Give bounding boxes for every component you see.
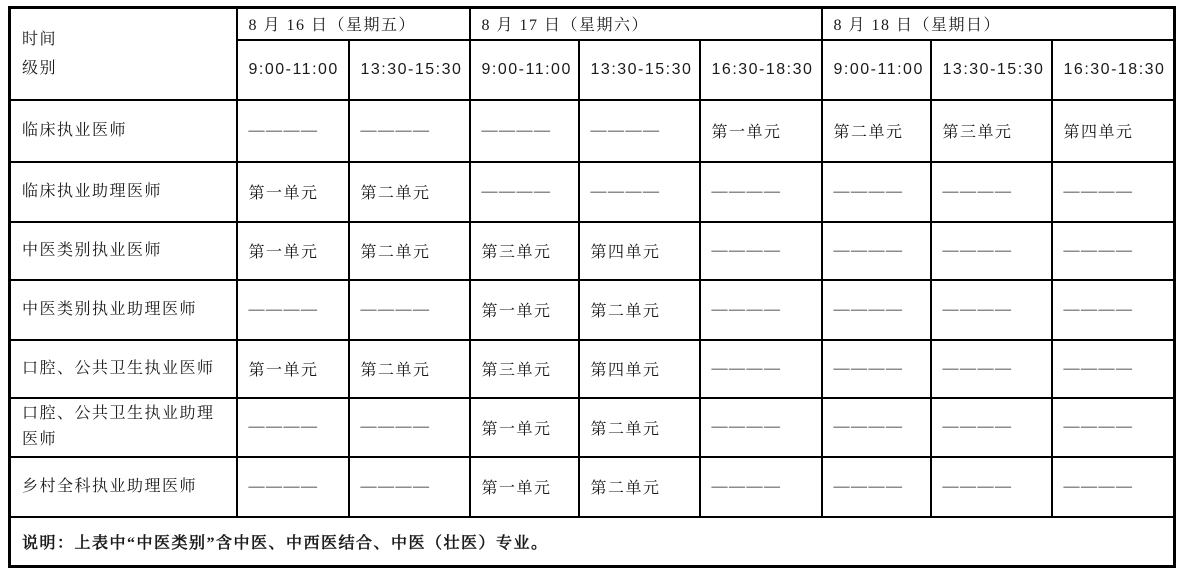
schedule-cell: ———— [822,280,931,340]
schedule-cell: 第三单元 [470,340,579,398]
schedule-cell: ———— [470,162,579,222]
schedule-cell: ———— [579,100,700,162]
time-header-7: 16:30-18:30 [1052,40,1175,100]
row-label-dental-public-health-physician: 口腔、公共卫生执业医师 [10,340,237,398]
schedule-cell: ———— [822,340,931,398]
schedule-cell: ———— [822,457,931,517]
schedule-cell: 第四单元 [579,222,700,280]
schedule-cell: ———— [700,222,822,280]
schedule-cell: ———— [237,100,349,162]
schedule-cell: ———— [931,162,1052,222]
schedule-cell: 第三单元 [470,222,579,280]
row-label-tcm-assistant: 中医类别执业助理医师 [10,280,237,340]
schedule-cell: ———— [1052,340,1175,398]
schedule-cell: 第二单元 [579,280,700,340]
schedule-cell: ———— [700,280,822,340]
schedule-cell: ———— [349,398,470,457]
table-row [10,100,1175,162]
schedule-cell: 第一单元 [470,457,579,517]
schedule-cell: ———— [931,340,1052,398]
table-row [10,340,1175,398]
schedule-cell: ———— [579,162,700,222]
time-header-2: 9:00-11:00 [470,40,579,100]
schedule-cell: 第一单元 [237,222,349,280]
time-header-3: 13:30-15:30 [579,40,700,100]
schedule-cell: ———— [931,280,1052,340]
row-label-tcm-physician: 中医类别执业医师 [10,222,237,280]
schedule-cell: 第四单元 [1052,100,1175,162]
table-row [10,280,1175,340]
schedule-cell: ———— [700,457,822,517]
corner-level-label: 级别 [22,59,58,77]
schedule-cell: ———— [1052,162,1175,222]
schedule-cell: ———— [700,398,822,457]
schedule-cell: 第二单元 [579,398,700,457]
schedule-cell: ———— [822,222,931,280]
row-label-rural-general-assistant: 乡村全科执业助理医师 [10,457,237,517]
schedule-cell: ———— [349,280,470,340]
schedule-cell: 第二单元 [349,340,470,398]
corner-time-label: 时间 [22,30,58,48]
schedule-cell: 第三单元 [931,100,1052,162]
exam-schedule-table [8,6,1176,568]
schedule-cell: ———— [349,100,470,162]
schedule-cell: ———— [237,457,349,517]
corner-header-cell [10,8,237,100]
row-label-dental-public-health-assistant: 口腔、公共卫生执业助理医师 [10,398,237,457]
table-row [10,457,1175,517]
schedule-cell: ———— [1052,222,1175,280]
schedule-cell: 第二单元 [349,222,470,280]
time-header-5: 9:00-11:00 [822,40,931,100]
schedule-cell: ———— [700,340,822,398]
schedule-cell: 第一单元 [470,280,579,340]
time-header-4: 16:30-18:30 [700,40,822,100]
time-header-6: 13:30-15:30 [931,40,1052,100]
row-label-clinical-physician: 临床执业医师 [10,100,237,162]
schedule-cell: 第四单元 [579,340,700,398]
row-label-clinical-assistant: 临床执业助理医师 [10,162,237,222]
schedule-cell: ———— [349,457,470,517]
table-row [10,398,1175,457]
schedule-cell: ———— [1052,398,1175,457]
date-header-aug17: 8 月 17 日（星期六） [470,8,822,40]
schedule-cell: 第二单元 [579,457,700,517]
schedule-cell: 第一单元 [470,398,579,457]
date-header-aug18: 8 月 18 日（星期日） [822,8,1175,40]
schedule-cell: ———— [822,398,931,457]
schedule-cell: 第二单元 [822,100,931,162]
schedule-cell: ———— [470,100,579,162]
schedule-cell: ———— [1052,457,1175,517]
schedule-cell: 第一单元 [237,162,349,222]
date-header-row [10,8,1175,40]
time-header-1: 13:30-15:30 [349,40,470,100]
schedule-cell: ———— [237,398,349,457]
schedule-cell: ———— [700,162,822,222]
schedule-cell: ———— [1052,280,1175,340]
schedule-cell: ———— [822,162,931,222]
note-text: 说明：上表中“中医类别”含中医、中西医结合、中医（壮医）专业。 [10,517,1175,567]
schedule-cell: ———— [931,222,1052,280]
table-row [10,162,1175,222]
schedule-cell: 第一单元 [700,100,822,162]
schedule-cell: 第一单元 [237,340,349,398]
schedule-cell: 第二单元 [349,162,470,222]
date-header-aug16: 8 月 16 日（星期五） [237,8,470,40]
schedule-cell: ———— [931,398,1052,457]
table-row [10,222,1175,280]
time-header-0: 9:00-11:00 [237,40,349,100]
note-row [10,517,1175,567]
schedule-cell: ———— [237,280,349,340]
schedule-cell: ———— [931,457,1052,517]
